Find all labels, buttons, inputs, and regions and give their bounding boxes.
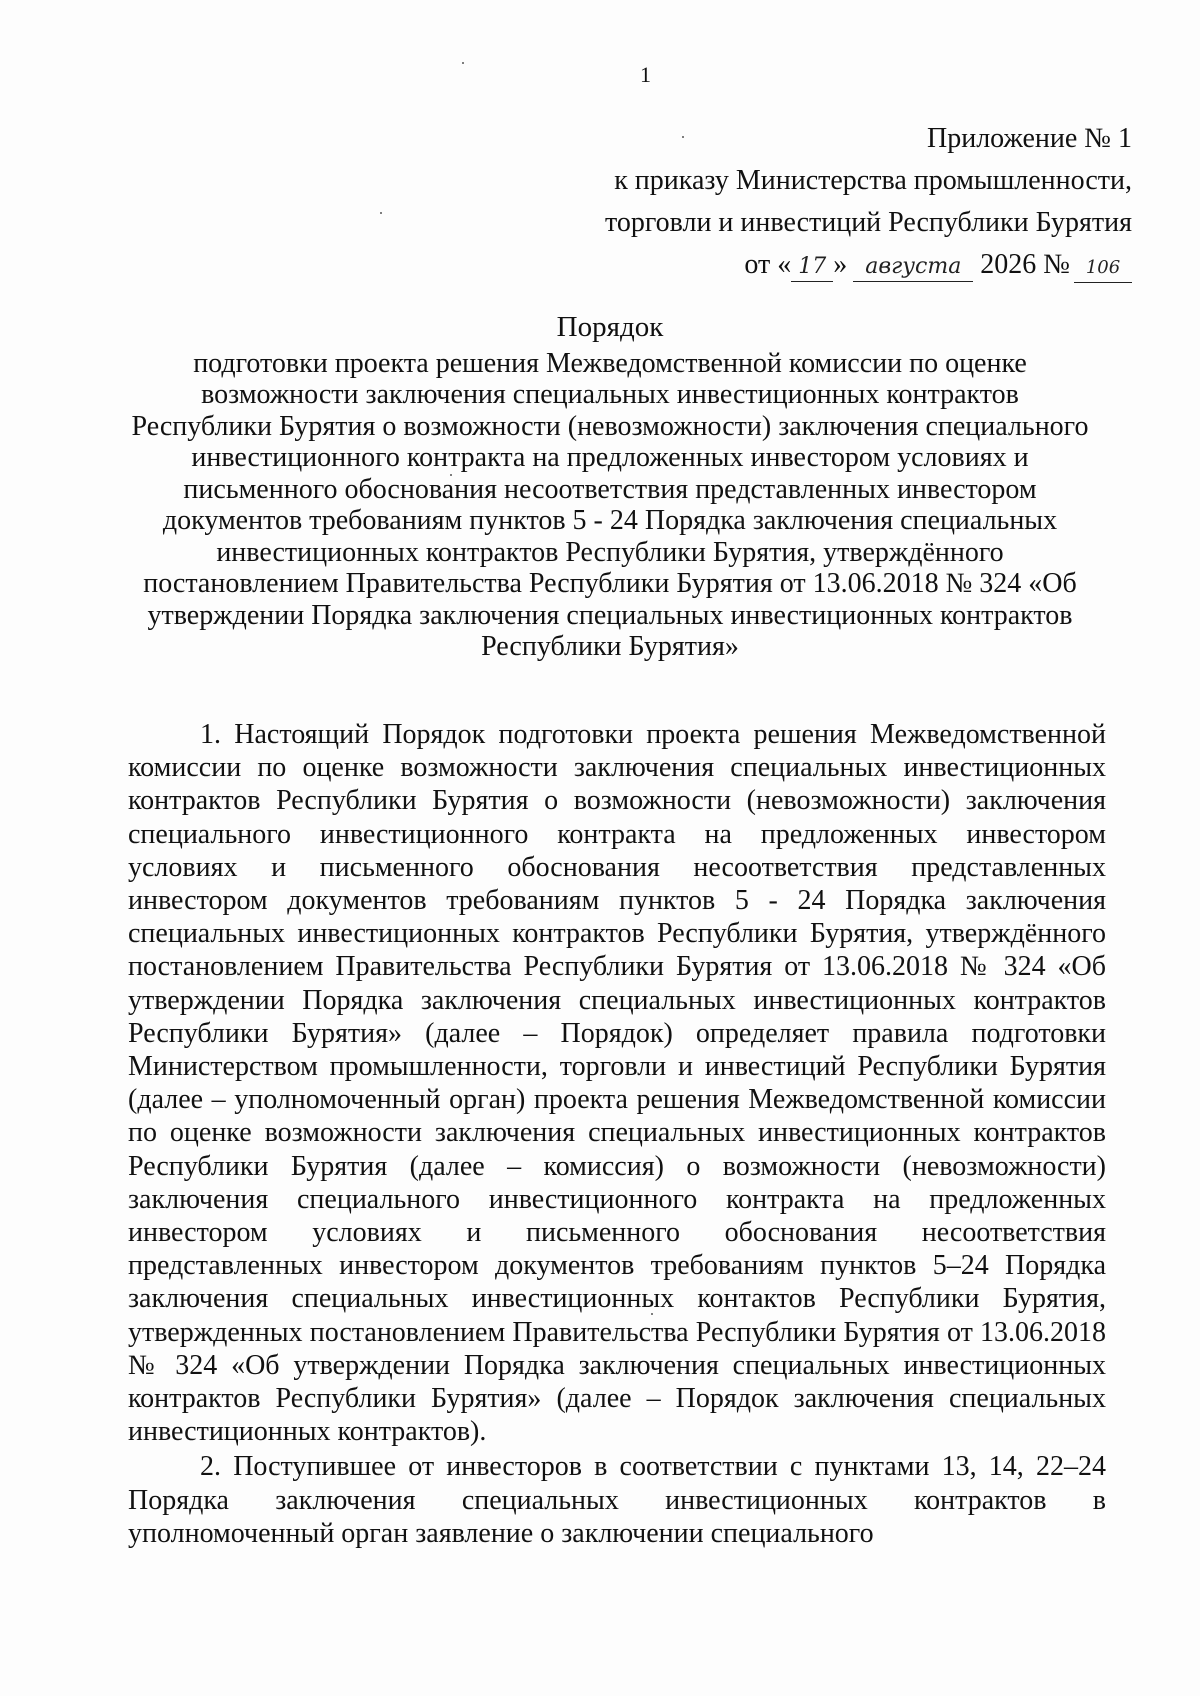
document-subtitle: подготовки проекта решения Межведомственной комиссии по оценке возможности заключения специальных инвестиционных контрактов Республики Бурятия о возможности (невозможности) заключения специального инвестиционного контракта на предложенных инвестором условиях и письменного обоснования несоответствия представленных инвестором документов требованиям пунктов 5 - 24 Порядка заключения специальных инвестиционных контрактов Республики Бурятия, утверждённого постановлением Правительства Республики Бурятия от 13.06.2018 № 324 «Об утверждении Порядка заключения специальных инвестиционных контрактов Республики Бурятия» [131, 347, 1089, 662]
order-date-line [572, 244, 1132, 286]
date-year: 2026 [980, 249, 1037, 280]
scan-speck [462, 62, 464, 64]
order-reference-line-2: торговли и инвестиций Республики Бурятия [604, 207, 1132, 238]
document-body [128, 718, 1106, 1550]
date-quote-close: » [833, 249, 848, 280]
appendix-title: Приложение № 1 [927, 123, 1132, 154]
paragraph-2: 2. Поступившее от инвесторов в соответствии с пунктами 13, 14, 22–24 Порядка заключения специальных инвестиционных контрактов в уполномоченный орган заявление о заключении специального [128, 1451, 1106, 1549]
document-title: Порядок [556, 311, 664, 343]
appendix-header [572, 118, 1132, 286]
date-prefix: от « [744, 249, 792, 280]
paragraph-1: 1. Настоящий Порядок подготовки проекта решения Межведомственной комиссии по оценке возможности заключения специальных инвестиционных контрактов Республики Бурятия о возможности (невозможности) заключения специального инвестиционного контракта на предложенных инвестором условиях и письменного обоснования несоответствия представленных инвестором документов требованиям пунктов 5 - 24 Порядка заключения специальных инвестиционных контрактов Республики Бурятия, утверждённого постановлением Правительства Республики Бурятия от 13.06.2018 № 324 «Об утверждении Порядка заключения специальных инвестиционных контрактов Республики Бурятия» (далее – Порядок) определяет правила подготовки Министерством промышленности, торговли и инвестиций Республики Бурятия (далее – уполномоченный орган) проекта решения Межведомственной комиссии по оценке возможности заключения специальных инвестиционных контрактов Республики Бурятия (далее – комиссия) о возможности (невозможности) заключения специального инвестиционного контракта на предложенных инвестором условиях и письменного обоснования несоответствия представленных инвестором документов требованиям пунктов 5–24 Порядка заключения специальных инвестиционных контактов Республики Бурятия, утвержденных постановлением Правительства Республики Бурятия от 13.06.2018 № 324 «Об утверждении Порядка заключения специальных инвестиционных контрактов Республики Бурятия» (далее – Порядок заключения специальных инвестиционных контрактов). [128, 719, 1106, 1448]
order-reference-line-1: к приказу Министерства промышленности, [614, 165, 1132, 196]
handwritten-month: августа [853, 253, 973, 282]
handwritten-order-number: 106 [1074, 254, 1132, 283]
number-sign: № [1043, 249, 1070, 280]
scan-speck [380, 212, 382, 214]
handwritten-day: 17 [791, 253, 833, 282]
page-number: 1 [640, 62, 651, 87]
document-title-block [130, 312, 1090, 663]
